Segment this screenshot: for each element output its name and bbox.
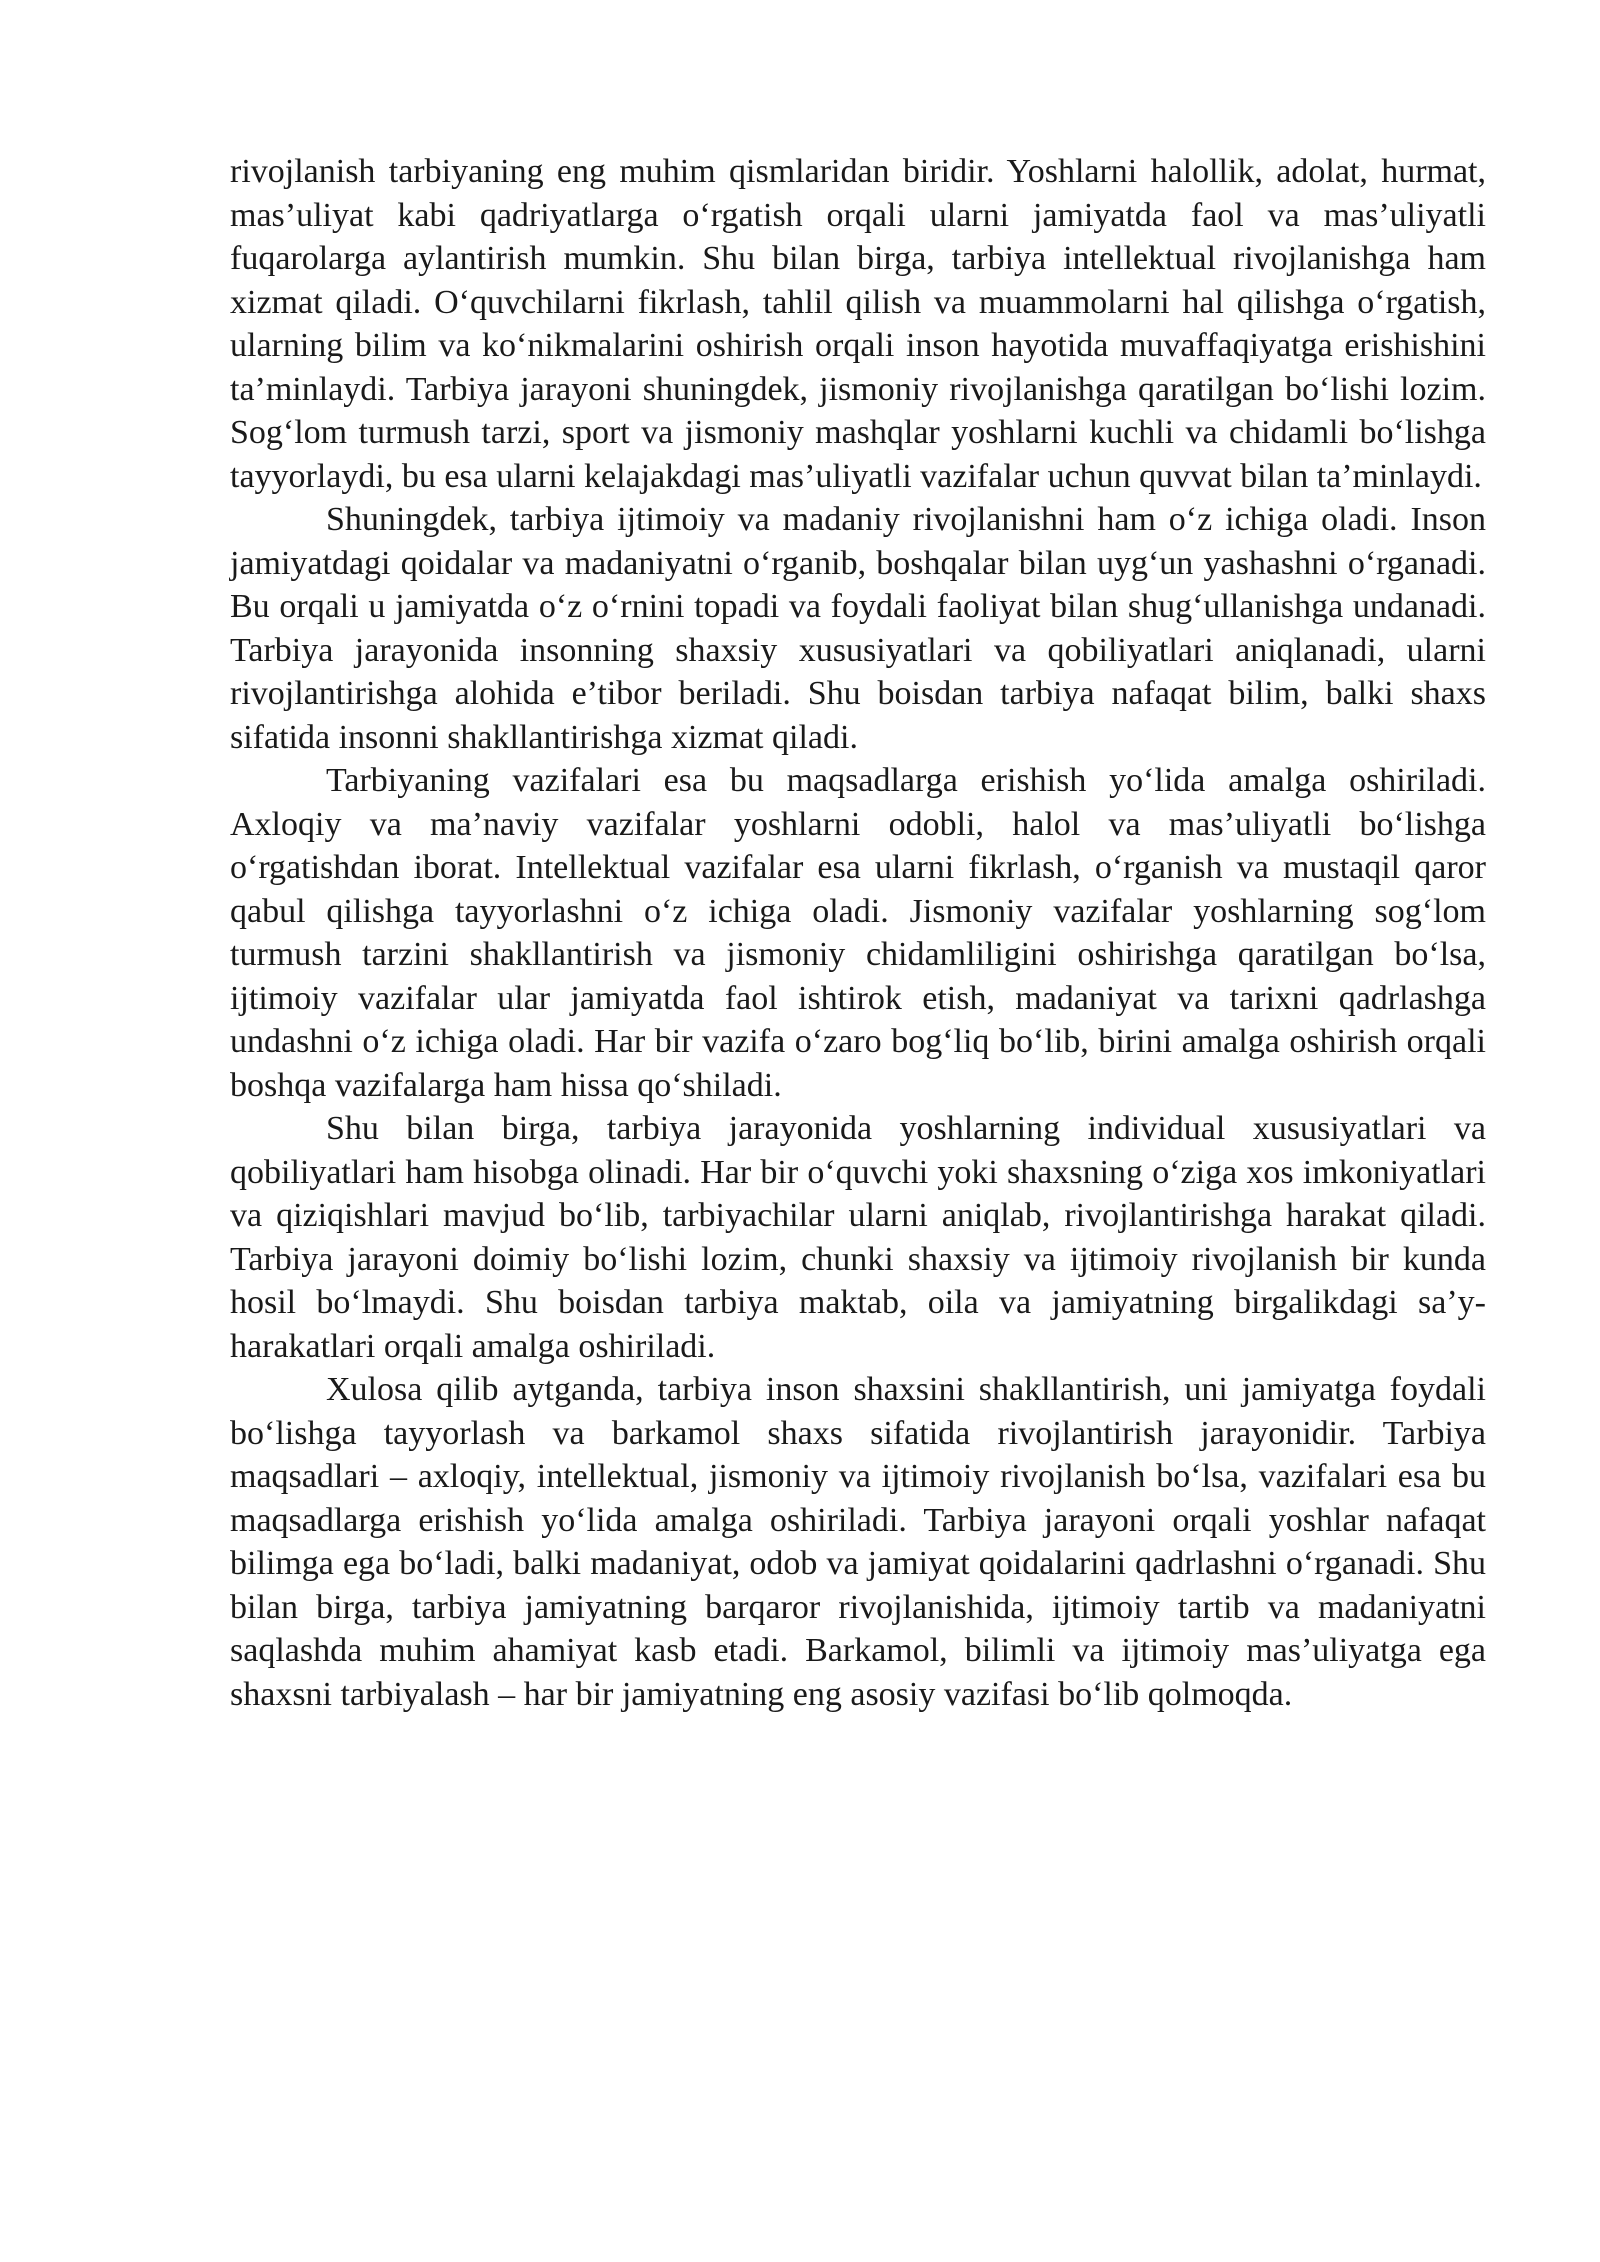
paragraph-tasks: Tarbiyaning vazifalari esa bu maqsadlarga erishish yo‘lida amalga oshiriladi. Axloqiy va ma’naviy vazifalar yoshlarni odobli, halol va mas’uliyatli bo‘lishga o‘rgatishdan iborat. Intellektual vazifalar esa ularni fikrlash, o‘rganish va mustaqil qaror qabul qilishga tayyorlashni o‘z ichiga oladi. Jismoniy vazifalar yoshlarning sog‘lom turmush tarzini shakllantirish va jismoniy chidamliligini oshirishga qaratilgan bo‘lsa, ijtimoiy vazifalar ular jamiyatda faol ishtirok etish, madaniyat va tarixni qadrlashga undashni o‘z ichiga oladi. Har bir vazifa o‘zaro bog‘liq bo‘lib, birini amalga oshirish orqali boshqa vazifalarga ham hissa qo‘shiladi. xyxy=(230,762,1486,1104)
paragraph-conclusion: Xulosa qilib aytganda, tarbiya inson shaxsini shakllantirish, uni jamiyatga foydali bo‘lishga tayyorlash va barkamol shaxs sifatida rivojlantirish jarayonidir. Tarbiya maqsadlari – axloqiy, intellektual, jismoniy va ijtimoiy rivojlanish bo‘lsa, vazifalari esa bu maqsadlarga erishish yo‘lida amalga oshiriladi. Tarbiya jarayoni orqali yoshlar nafaqat bilimga ega bo‘ladi, balki madaniyat, odob va jamiyat qoidalarini qadrlashni o‘rganadi. Shu bilan birga, tarbiya jamiyatning barqaror rivojlanishida, ijtimoiy tartib va madaniyatni saqlashda muhim ahamiyat kasb etadi. Barkamol, bilimli va ijtimoiy mas’uliyatga ega shaxsni tarbiyalash – har bir jamiyatning eng asosiy vazifasi bo‘lib qolmoqda. xyxy=(230,1371,1486,1713)
paragraph-individual: Shu bilan birga, tarbiya jarayonida yoshlarning individual xususiyatlari va qobiliyatlari ham hisobga olinadi. Har bir o‘quvchi yoki shaxsning o‘ziga xos imkoniyatlari va qiziqishlari mavjud bo‘lib, tarbiyachilar ularni aniqlab, rivojlantirishga harakat qiladi. Tarbiya jarayoni doimiy bo‘lishi lozim, chunki shaxsiy va ijtimoiy rivojlanish bir kunda hosil bo‘lmaydi. Shu boisdan tarbiya maktab, oila va jamiyatning birgalikdagi sa’y-harakatlari orqali amalga oshiriladi. xyxy=(230,1110,1486,1365)
paragraph-social-cultural: Shuningdek, tarbiya ijtimoiy va madaniy rivojlanishni ham o‘z ichiga oladi. Inson jamiyatdagi qoidalar va madaniyatni o‘rganib, boshqalar bilan uyg‘un yashashni o‘rganadi. Bu orqali u jamiyatda o‘z o‘rnini topadi va foydali faoliyat bilan shug‘ullanishga undanadi. Tarbiya jarayonida insonning shaxsiy xususiyatlari va qobiliyatlari aniqlanadi, ularni rivojlantirishga alohida e’tibor beriladi. Shu boisdan tarbiya nafaqat bilim, balki shaxs sifatida insonni shakllantirishga xizmat qiladi. xyxy=(230,501,1486,756)
document-body xyxy=(230,150,1486,1716)
paragraph-continuation: rivojlanish tarbiyaning eng muhim qismlaridan biridir. Yoshlarni halollik, adolat, hurmat, mas’uliyat kabi qadriyatlarga o‘rgatish orqali ularni jamiyatda faol va mas’uliyatli fuqarolarga aylantirish mumkin. Shu bilan birga, tarbiya intellektual rivojlanishga ham xizmat qiladi. O‘quvchilarni fikrlash, tahlil qilish va muammolarni hal qilishga o‘rgatish, ularning bilim va ko‘nikmalarini oshirish orqali inson hayotida muvaffaqiyatga erishishini ta’minlaydi. Tarbiya jarayoni shuningdek, jismoniy rivojlanishga qaratilgan bo‘lishi lozim. Sog‘lom turmush tarzi, sport va jismoniy mashqlar yoshlarni kuchli va chidamli bo‘lishga tayyorlaydi, bu esa ularni kelajakdagi mas’uliyatli vazifalar uchun quvvat bilan ta’minlaydi. xyxy=(230,153,1486,495)
